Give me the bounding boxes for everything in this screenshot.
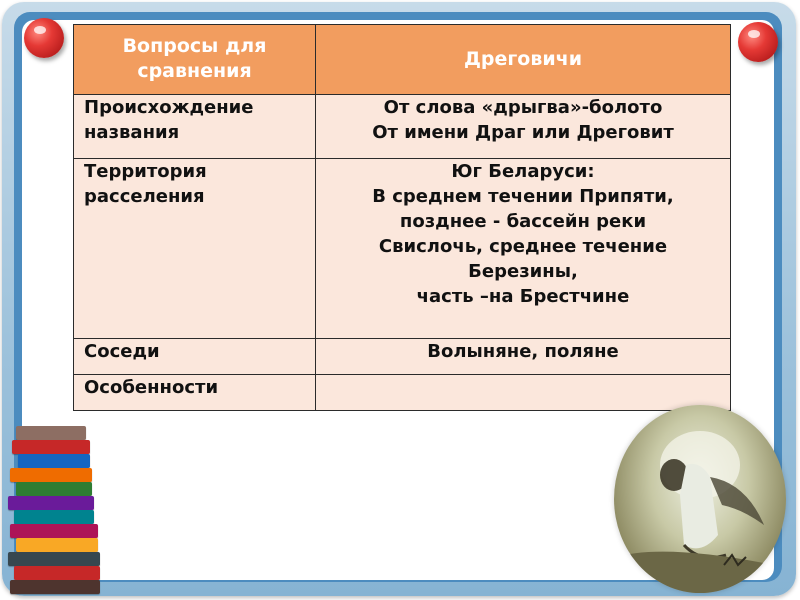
- table-row: [74, 339, 731, 375]
- table-header-row: [74, 25, 731, 95]
- mythic-figure-illustration: [614, 405, 786, 593]
- row-label-line: Происхождение: [84, 97, 254, 118]
- header-questions: [74, 25, 316, 95]
- book-stack-icon: [8, 418, 108, 596]
- row-value-line: Юг Беларуси:: [451, 161, 595, 182]
- row-label: [74, 95, 316, 159]
- row-label: [74, 159, 316, 339]
- push-pin-icon: [738, 22, 778, 62]
- row-label-line: Территория: [84, 161, 207, 182]
- row-value-line: От имени Драг или Дреговит: [372, 122, 674, 143]
- table-row: [74, 375, 731, 411]
- row-value: [316, 95, 731, 159]
- row-value: [316, 159, 731, 339]
- row-label: Особенности: [74, 375, 316, 411]
- row-value-empty: [316, 375, 731, 411]
- row-label: Соседи: [74, 339, 316, 375]
- row-value-line: позднее - бассейн реки: [399, 211, 647, 232]
- illustration-art: [614, 405, 786, 593]
- row-value-line: В среднем течении Припяти,: [372, 186, 674, 207]
- header-line: сравнения: [137, 60, 252, 82]
- row-value-line: Свислочь, среднее течение: [378, 236, 668, 257]
- row-label-line: расселения: [84, 186, 205, 207]
- table-row: [74, 95, 731, 159]
- row-value-line: От слова «дрыгва»-болото: [383, 97, 663, 118]
- comparison-table: [73, 24, 731, 411]
- row-label-line: названия: [84, 122, 180, 143]
- header-dregovichi: Дреговичи: [316, 25, 731, 95]
- row-value-line: Березины,: [468, 261, 578, 282]
- row-value: Волыняне, поляне: [316, 339, 731, 375]
- push-pin-icon: [24, 18, 64, 58]
- header-line: Вопросы для: [122, 35, 267, 57]
- table-row: [74, 159, 731, 339]
- row-value-line: часть –на Брестчине: [416, 286, 630, 307]
